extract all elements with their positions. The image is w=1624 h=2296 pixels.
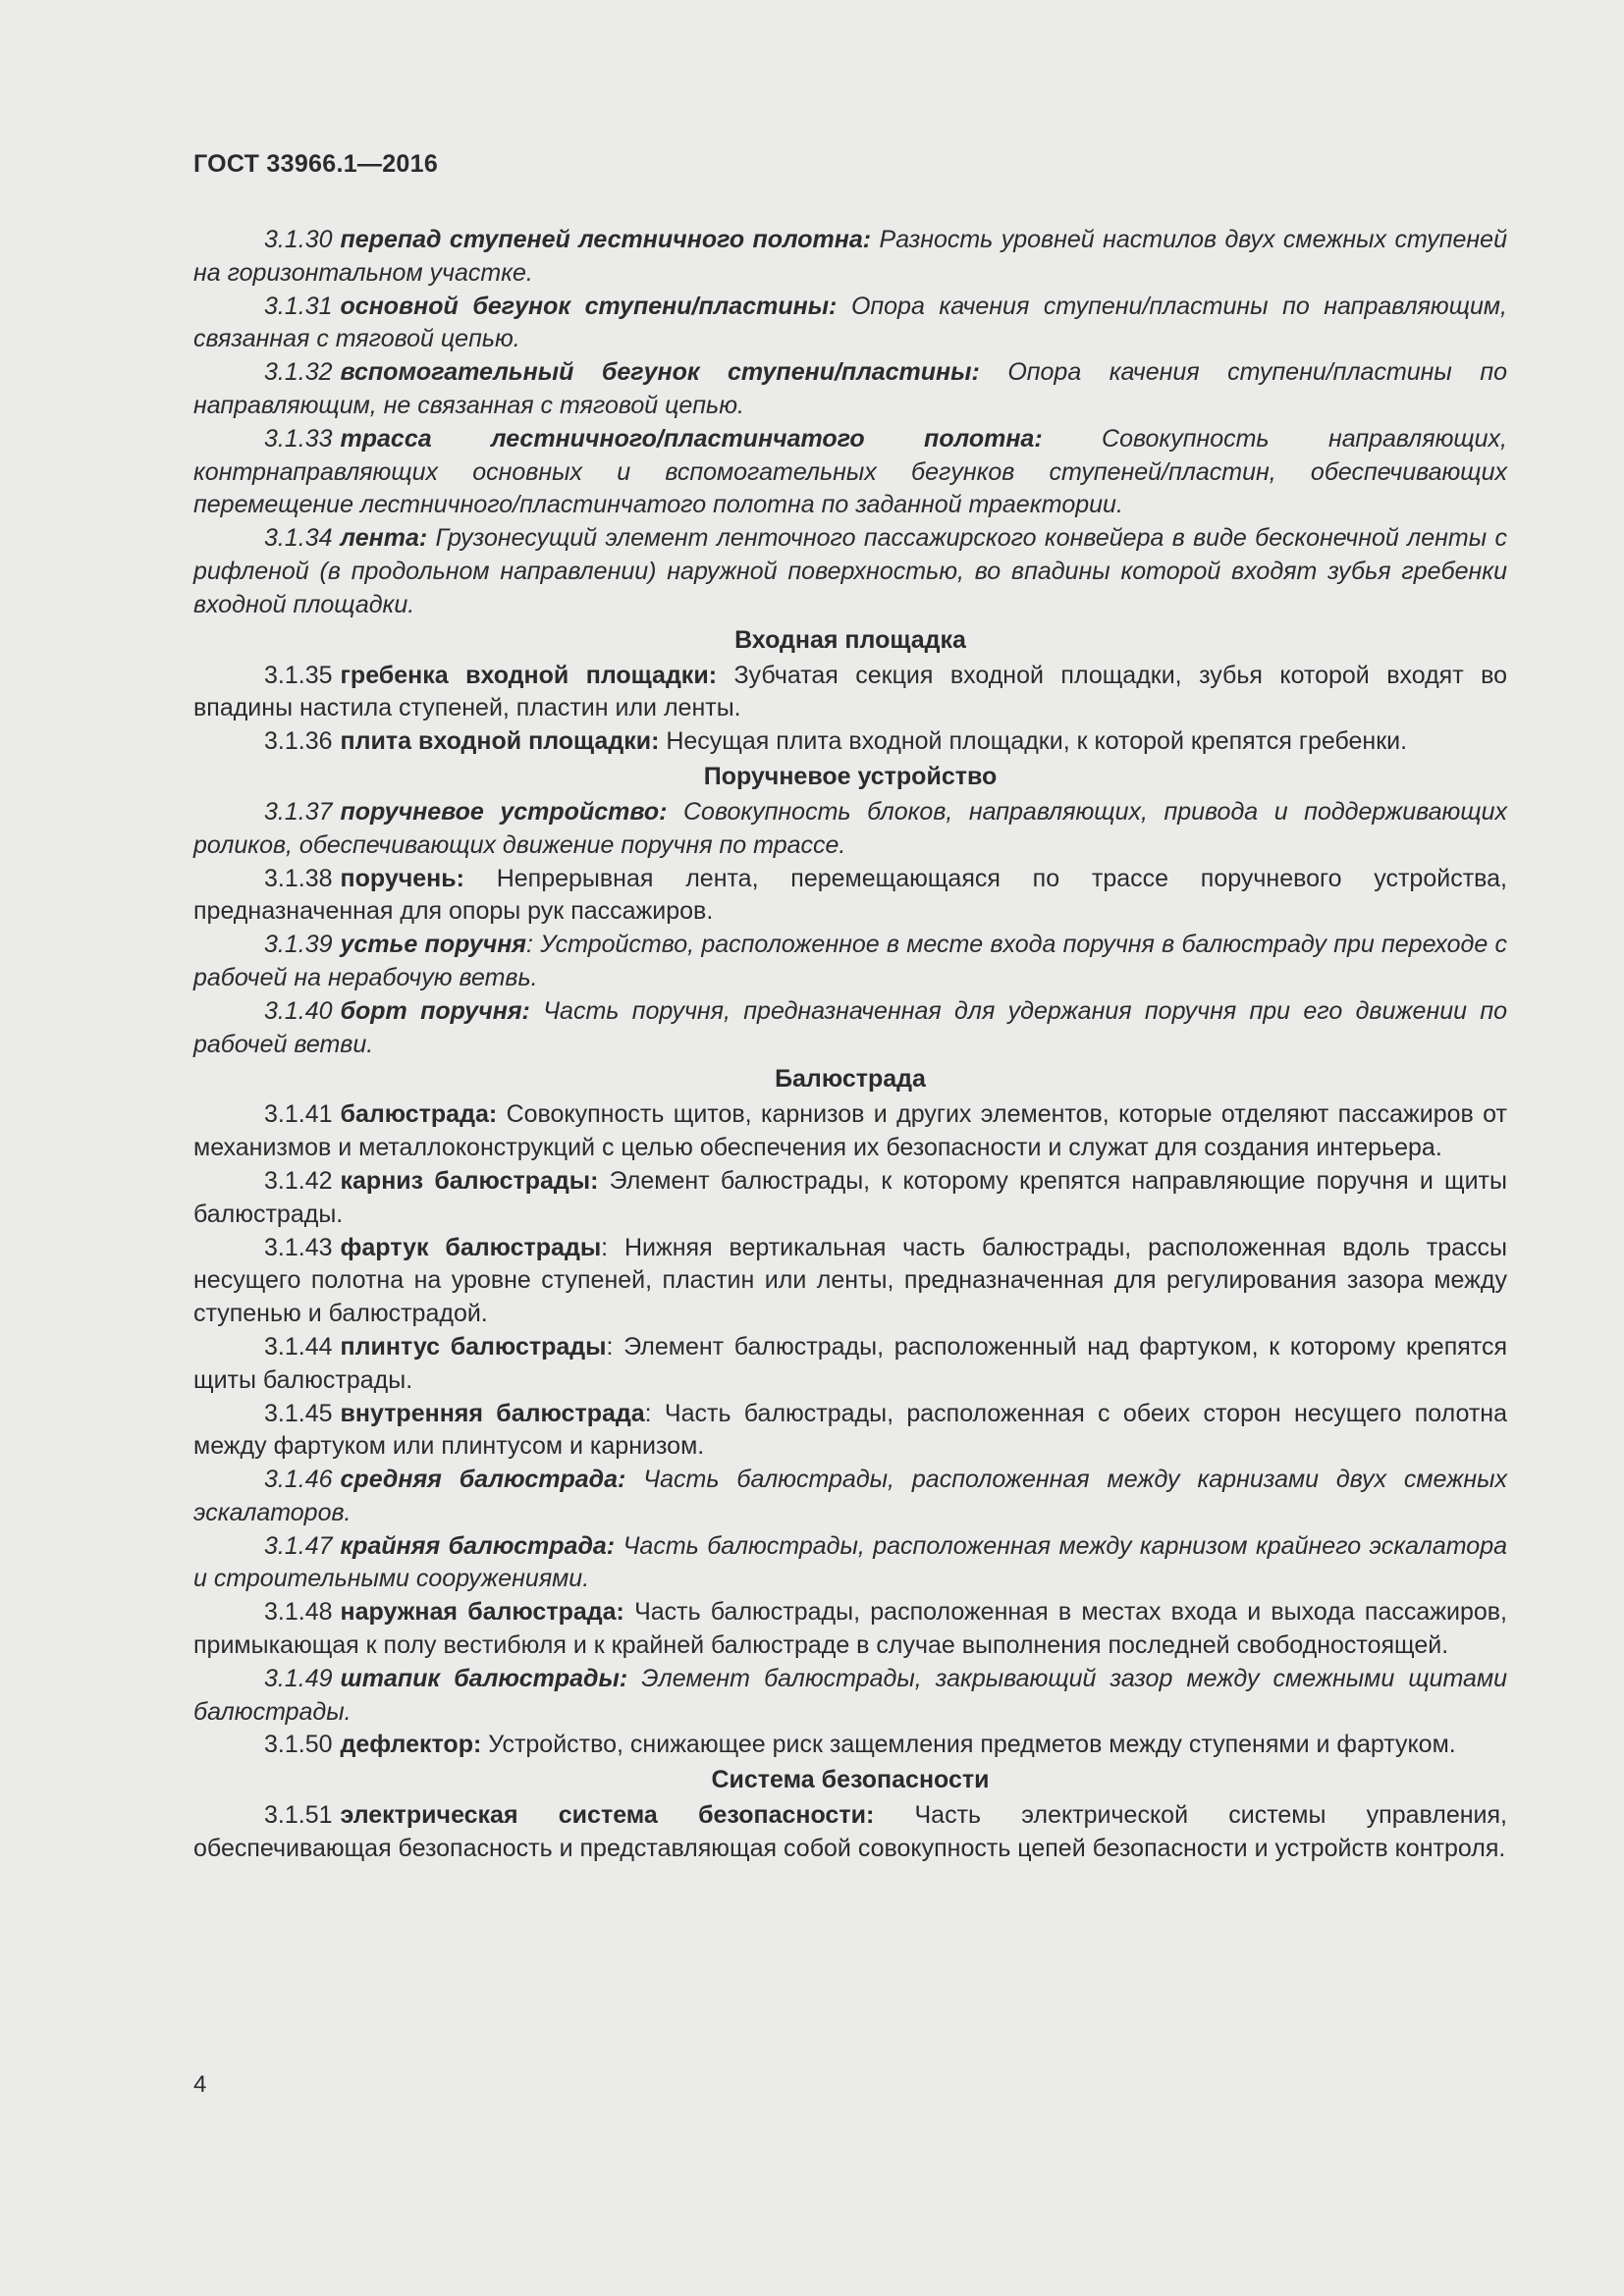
entry-term: штапик балюстрады: — [340, 1664, 628, 1692]
entry-definition: Часть балюстрады, расположенная между карнизом крайнего эскалатора и строительными сооружениями. — [193, 1531, 1508, 1593]
entry-number: 3.1.42 — [264, 1166, 333, 1195]
definition-3-1-50 — [193, 1729, 1507, 1762]
entry-term: электрическая система безопасности: — [340, 1801, 875, 1830]
definition-3-1-44 — [193, 1331, 1507, 1398]
entry-term: поручень: — [340, 864, 464, 892]
entry-definition: Часть электрической системы управления, обеспечивающая безопасность и представляющая собой совокупность цепей безопасности и устройств контроля. — [193, 1801, 1507, 1863]
entry-definition: Опора качения ступени/пластины по направляющим, не связанная с тяговой цепью. — [193, 358, 1507, 419]
entry-number: 3.1.39 — [264, 931, 333, 959]
entry-definition: Часть поручня, предназначенная для удержания поручня при его движении по рабочей ветви. — [193, 996, 1507, 1058]
definition-3-1-46 — [193, 1464, 1507, 1530]
entry-term: фартук балюстрады — [340, 1233, 602, 1261]
entry-definition: Непрерывная лента, перемещающаяся по трассе поручневого устройства, предназначенная для опоры рук пассажиров. — [193, 864, 1507, 926]
entry-definition: Элемент балюстрады, к которому крепятся направляющие поручня и щиты балюстрады. — [193, 1166, 1507, 1228]
entry-term: вспомогательный бегунок ступени/пластины: — [340, 358, 980, 387]
entry-term: основной бегунок ступени/пластины: — [340, 292, 838, 320]
definition-3-1-43 — [193, 1232, 1507, 1331]
definition-3-1-38 — [193, 863, 1507, 930]
entry-definition: Устройство, снижающее риск защемления предметов между ступенями и фартуком. — [481, 1731, 1456, 1759]
standard-code-header: ГОСТ 33966.1—2016 — [193, 150, 439, 178]
section-heading-balustrade: Балюстрада — [775, 1065, 926, 1094]
entry-definition: Совокупность блоков, направляющих, привода и поддерживающих роликов, обеспечивающих движение поручня по трассе. — [193, 797, 1507, 859]
entry-number: 3.1.47 — [264, 1531, 333, 1560]
entry-number: 3.1.46 — [264, 1466, 333, 1494]
page-number: 4 — [193, 2071, 207, 2098]
entry-number: 3.1.32 — [264, 358, 333, 387]
entry-term: поручневое устройство: — [340, 797, 668, 826]
entry-definition: Часть балюстрады, расположенная в местах входа и выхода пассажиров, примыкающая к полу вестибюля и к крайней балюстраде в случае выполнения последней свободностоящей. — [193, 1598, 1507, 1660]
definition-3-1-45 — [193, 1398, 1507, 1465]
entry-definition: Разность уровней настилов двух смежных ступеней на горизонтальном участке. — [193, 226, 1507, 287]
entry-number: 3.1.36 — [264, 727, 333, 756]
entry-definition: Часть балюстрады, расположенная между карнизами двух смежных эскалаторов. — [193, 1466, 1507, 1526]
entry-number: 3.1.43 — [264, 1233, 333, 1261]
section-heading-handrail: Поручневое устройство — [703, 762, 998, 790]
entry-term: крайняя балюстрада: — [340, 1531, 616, 1560]
definition-3-1-32 — [193, 356, 1507, 423]
section-heading-safety: Система безопасности — [711, 1766, 990, 1794]
entry-term: наружная балюстрада: — [340, 1598, 624, 1627]
definition-3-1-30 — [193, 224, 1507, 291]
definition-3-1-49 — [193, 1663, 1507, 1730]
entry-number: 3.1.37 — [264, 797, 333, 826]
entry-term: дефлектор: — [340, 1731, 482, 1759]
entry-number: 3.1.50 — [264, 1731, 333, 1759]
entry-term: борт поручня: — [340, 996, 530, 1025]
definition-3-1-35 — [193, 660, 1507, 726]
entry-definition: Элемент балюстрады, закрывающий зазор между смежными щитами балюстрады. — [193, 1664, 1507, 1726]
entry-term: балюстрада: — [340, 1100, 498, 1129]
entry-term: трасса лестничного/пластинчатого полотна: — [340, 424, 1043, 453]
entry-term: карниз балюстрады: — [340, 1166, 599, 1195]
entry-term: устье поручня — [340, 931, 527, 959]
entry-term: плинтус балюстрады — [340, 1332, 607, 1361]
definition-3-1-39 — [193, 929, 1507, 995]
section-heading-entrance: Входная площадка — [734, 625, 966, 654]
entry-definition: : Нижняя вертикальная часть балюстрады, расположенная вдоль трассы несущего полотна на уровне ступеней, пластин или ленты, предназначенная для регулирования зазора между ступенью и балюстрадой. — [193, 1233, 1507, 1328]
definition-3-1-40 — [193, 995, 1507, 1062]
entry-term: средняя балюстрада: — [340, 1466, 626, 1494]
entry-number: 3.1.35 — [264, 661, 333, 689]
entry-definition: Совокупность щитов, карнизов и других элементов, которые отделяют пассажиров от механизмов и металлоконструкций с целью обеспечения их безопасности и служат для создания интерьера. — [193, 1100, 1507, 1162]
entry-term: лента: — [340, 524, 428, 553]
entry-number: 3.1.31 — [264, 292, 333, 320]
definition-3-1-33 — [193, 423, 1507, 522]
definition-3-1-48 — [193, 1596, 1507, 1663]
entry-term: внутренняя балюстрада — [340, 1399, 645, 1427]
entry-number: 3.1.34 — [264, 524, 333, 553]
entry-term: гребенка входной площадки: — [340, 661, 718, 689]
definition-3-1-34 — [193, 522, 1507, 621]
entry-term: плита входной площадки: — [340, 727, 660, 756]
entry-number: 3.1.38 — [264, 864, 333, 892]
entry-definition: : Часть балюстрады, расположенная с обеих сторон несущего полотна между фартуком или плинтусом и карнизом. — [193, 1399, 1507, 1461]
definition-3-1-37 — [193, 796, 1507, 863]
entry-definition: Зубчатая секция входной площадки, зубья которой входят во впадины настила ступеней, пластин или ленты. — [193, 661, 1507, 722]
entry-number: 3.1.30 — [264, 226, 333, 253]
definition-3-1-41 — [193, 1098, 1507, 1165]
definition-3-1-31 — [193, 291, 1507, 357]
definition-3-1-47 — [193, 1530, 1507, 1597]
entry-definition: : Элемент балюстрады, расположенный над фартуком, к которому крепятся щиты балюстрады. — [193, 1332, 1507, 1394]
entry-term: перепад ступеней лестничного полотна: — [340, 226, 872, 253]
entry-definition: : Устройство, расположенное в месте входа поручня в балюстраду при переходе с рабочей на нерабочую ветвь. — [193, 931, 1507, 991]
entry-number: 3.1.48 — [264, 1598, 333, 1627]
definition-3-1-51 — [193, 1799, 1507, 1866]
definition-3-1-42 — [193, 1165, 1507, 1232]
entry-number: 3.1.51 — [264, 1801, 333, 1830]
entry-definition: Несущая плита входной площадки, к которой крепятся гребенки. — [659, 727, 1408, 756]
entry-number: 3.1.44 — [264, 1332, 333, 1361]
entry-definition: Грузонесущий элемент ленточного пассажирского конвейера в виде бесконечной ленты с рифленой (в продольном направлении) наружной поверхностью, во впадины которой входят зубья гребенки входной площадки. — [193, 524, 1507, 618]
entry-definition: Совокупность направляющих, контрнаправляющих основных и вспомогательных бегунков ступеней/пластин, обеспечивающих перемещение лестничного/пластинчатого полотна по заданной траектории. — [193, 424, 1507, 519]
entry-number: 3.1.49 — [264, 1664, 333, 1692]
entry-number: 3.1.45 — [264, 1399, 333, 1427]
definition-3-1-36 — [193, 725, 1507, 759]
entry-number: 3.1.41 — [264, 1100, 333, 1129]
entry-number: 3.1.33 — [264, 424, 333, 453]
entry-definition: Опора качения ступени/пластины по направляющим, связанная с тяговой цепью. — [193, 292, 1507, 353]
document-body — [193, 224, 1507, 1866]
entry-number: 3.1.40 — [264, 996, 333, 1025]
